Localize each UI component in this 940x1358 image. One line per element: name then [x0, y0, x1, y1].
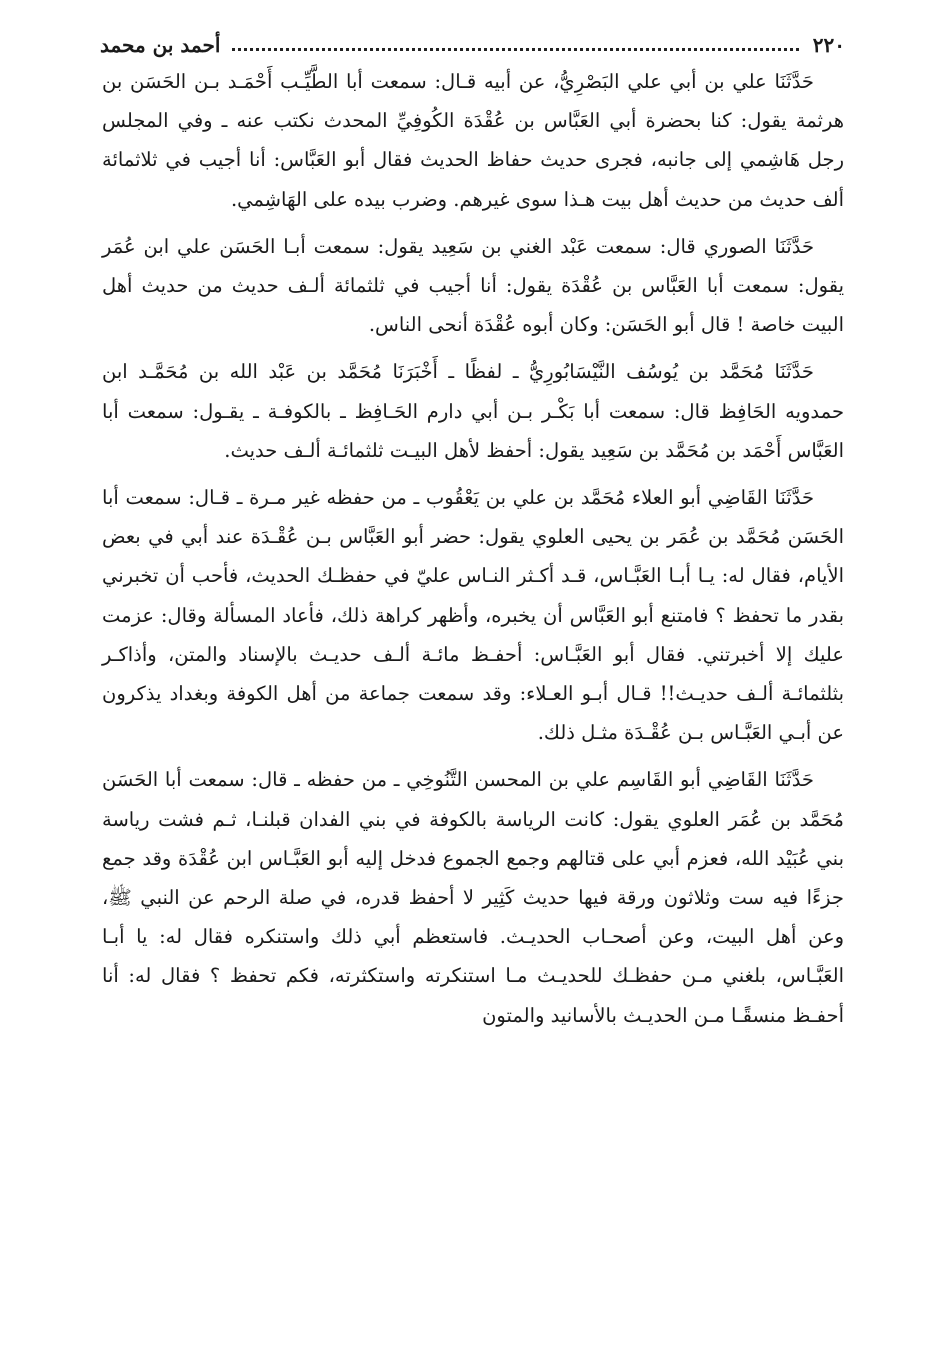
dotted-leader [232, 48, 798, 51]
page-number: ٢٢٠ [812, 33, 845, 57]
paragraph-4: حَدَّثَنَا القَاضِي أبو العلاء مُحَمَّد بن علي بن يَعْقُوب ـ من حفظه غير مـرة ـ قـال: سمعت أبا الحَسَن مُحَمَّد بن عُمَر بن يحيى العلوي يقول: حضر أبو العَبَّاس بـن عُقْـدَة عند أبي في بعض الأيام، فقال له: يـا أبـا العَبَّـاس، قـد أكـثر النـاس عليّ في حفظـك الحديث، فأحب أن تخبرني بقدر ما تحفظ ؟ فامتنع أبو العَبَّاس أن يخبره، وأظهر كراهة ذلك، فأعاد المسألة وقال: عزمت عليك إلا أخبرتني. فقال أبو العَبَّـاس: أحفـظ مائـة ألـف حديـث بالإسناد والمتن، وأذاكـر بثلثمائـة ألـف حديـث!! قـال أبـو العـلاء: وقد سمعت جماعة من أهل الكوفة وبغداد يذكرون عن أبـي العَبَّـاس بـن عُقْـدَة مثـل ذلك. [102, 486, 844, 745]
running-title: أحمد بن محمد [100, 33, 221, 57]
page-body [102, 62, 844, 1043]
paragraph-3: حَدَّثَنَا مُحَمَّد بن يُوسُف النَّيْسَابُورِيُّ ـ لفظًا ـ أَخْبَرَنَا مُحَمَّد بن عَبْد الله بن مُحَمَّـد ابن حمدويه الحَافِظ قال: سمعت أبا بَكْـر بـن أبي دارم الحَـافِظ ـ بالكوفـة ـ يقـول: سمعت أبا العَبَّاس أَحْمَد بن مُحَمَّد بن سَعِيد يقول: أحفظ لأهل البيـت ثلثمائـة ألـف حديث. [102, 360, 844, 462]
page-header [100, 32, 845, 58]
paragraph-2: حَدَّثَنَا الصوري قال: سمعت عَبْد الغني بن سَعِيد يقول: سمعت أبـا الحَسَن علي ابن عُمَر يقول: سمعت أبا العَبَّاس بن عُقْدَة يقول: أنا أجيب في ثلثمائة ألـف حديث من حديث أهل البيت خاصة ! قال أبو الحَسَن: وكان أبوه عُقْدَة أنحى الناس. [102, 234, 844, 337]
paragraph-5: حَدَّثَنَا القَاضِي أبو القَاسِم علي بن المحسن التَّنُوخِي ـ من حفظه ـ قال: سمعت أبا الحَسَن مُحَمَّد بن عُمَر العلوي يقول: كانت الرياسة بالكوفة في بني الفدان قبلنـا، ثـم فشت رياسة بني عُبَيْد الله، فعزم أبي على قتالهم وجمع الجموع فدخل إليه أبو العَبَّـاس ابن عُقْدَة وقد جمع جزءًا فيه ست وثلاثون ورقة فيها حديث كَثِير لا أحفظ قدره، في صلة الرحم عن النبي ﷺ، وعن أهل البيت، وعن أصحـاب الحديـث. فاستعظم أبي ذلك واستنكره فقال له: يا أبـا العَبَّـاس، بلغني مـن حفظـك للحديـث مـا استنكرته واستكثرته، فكم تحفظ ؟ فقال له: أنا أحفـظ منسقًـا مـن الحديـث بالأسانيد والمتون [102, 768, 844, 1027]
paragraph-1: حَدَّثَنَا علي بن أبي علي البَصْرِيُّ، عن أبيه قـال: سمعت أبا الطَّيِّـب أَحْمَـد بـن الحَسَن بن هرثمة يقول: كنا بحضرة أبي العَبَّاس بن عُقْدَة الكُوفِيِّ المحدث نكتب عنه ـ وفي المجلس رجل هَاشِمي إلى جانبه، فجرى حديث حفاظ الحديث فقال أبو العَبَّاس: أنا أجيب في ثلاثمائة ألف حديث من حديث أهل بيت هـذا سوى غيرهم. وضرب بيده على الهَاشِمي. [102, 70, 844, 211]
